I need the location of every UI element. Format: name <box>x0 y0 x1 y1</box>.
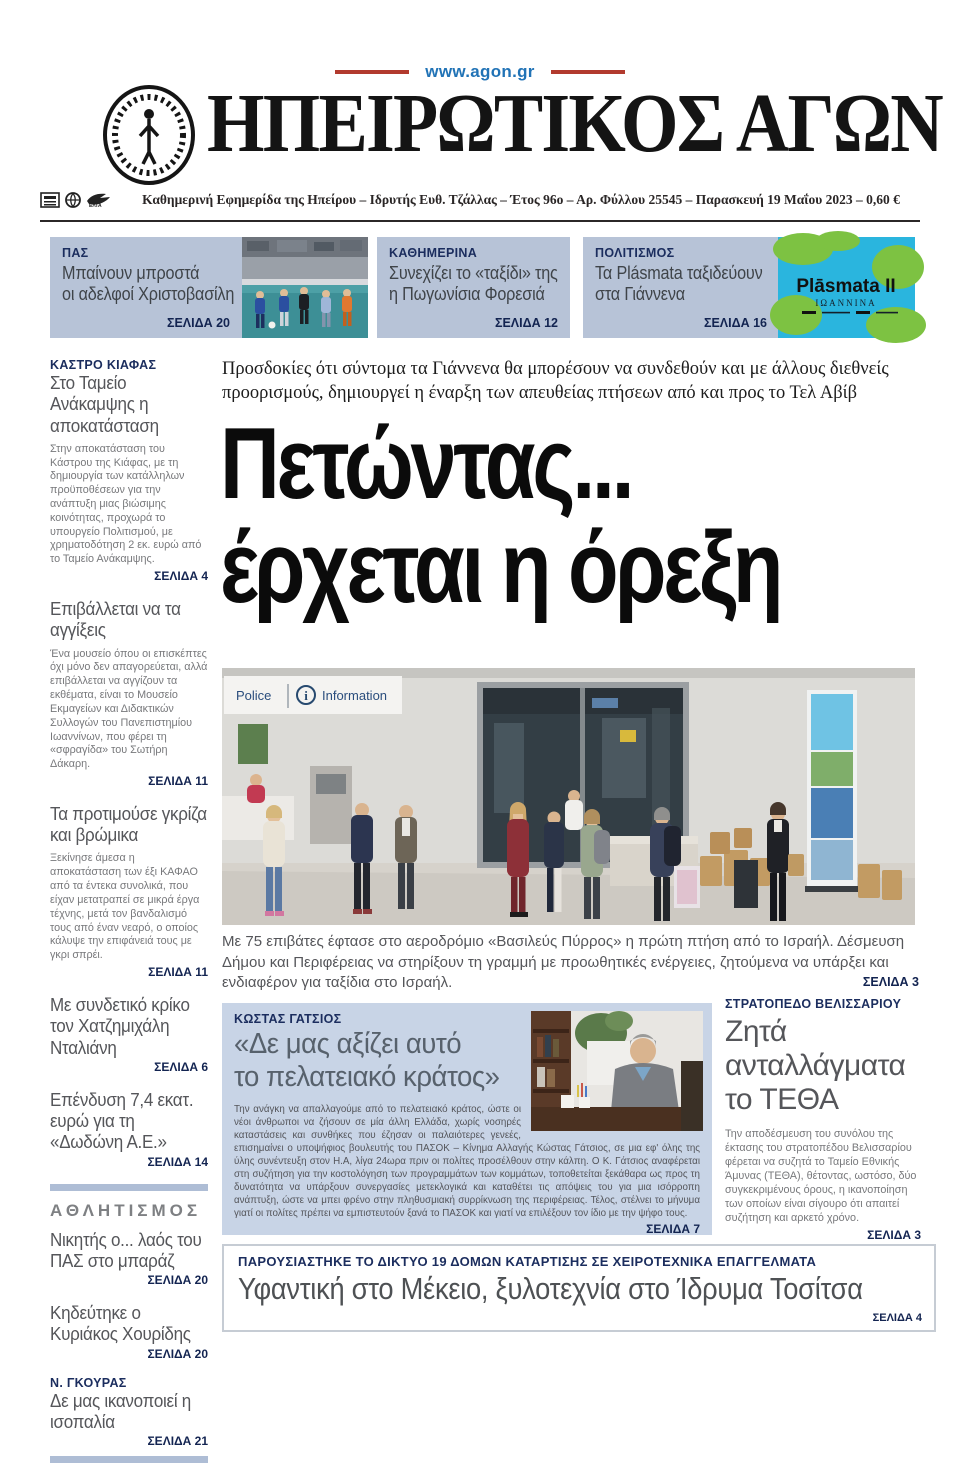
lead-intro: Προσδοκίες ότι σύντομα τα Γιάννενα θα μπορέσουν να συνδεθούν και με άλλους διεθνείς προορισμούς, δημιουργεί η έναρξη των απευθείας πτήσεων από και προς το Τελ Αβίβ <box>222 359 889 404</box>
website-url: www.agon.gr <box>425 62 535 81</box>
issue-info-row <box>40 192 920 208</box>
teaser-politismos-kicker: ΠΟΛΙΤΙΣΜΟΣ <box>595 246 675 260</box>
bottom-banner <box>222 1244 936 1332</box>
teaser-kathimerina <box>377 237 570 338</box>
banner-headline: Υφαντική στο Μέκειο, ξυλοτεχνία στο Ίδρυμα Τοσίτσα <box>238 1271 863 1306</box>
lead-headline-line2: έρχεται η όρεξη <box>220 512 781 625</box>
poster-subtitle: ΙΩΑΝΝΙΝΑ <box>815 298 877 308</box>
sports-section-header: ΑΘΛΗΤΙΣΜΟΣ <box>50 1200 202 1220</box>
story-museum <box>50 598 208 788</box>
story-headline: Δε μας ικανοποιεί η ισοπαλία <box>50 1389 191 1432</box>
police-sign-label: Police <box>236 688 272 703</box>
story-kicker: Ν. ΓΚΟΥΡΑΣ <box>50 1375 127 1390</box>
banner-page: ΣΕΛΙΔΑ 4 <box>872 1312 922 1324</box>
teaser-politismos <box>583 237 915 338</box>
story-headline: Επιβάλλεται να τα αγγίξεις <box>50 598 181 641</box>
story-page: ΣΕΛΙΔΑ 6 <box>154 1059 208 1074</box>
story-body: Ένα μουσείο όπου οι επισκέπτες όχι μόνο δεν απαγορεύεται, αλλά επιβάλλεται να αγγίζουν τα εκθέματα, είναι το Μουσείο Εκμαγείων και Διδακτικών Συλλογών του Πανεπιστημίου Ιωαννίνων, που φέρει τη «σφραγίδα» του Σωτήρη Δάκαρη. <box>50 647 208 771</box>
gatsios-body: Την ανάγκη να απαλλαγούμε από το πελατειακό κράτος, ώστε οι νέοι άνθρωποι να ζήσουν σε μία άλλη Ελλάδα, χωρίς νοσηρές καταστάσεις και συνθήκες που έζησαν οι παλαιότερες γενεές, επισημαίνει ο υποψήφιος βουλευτής του ΠΑΣΟΚ – Κίνημα Αλλαγής Κώστας Γάτσιος, σε μια εφ' όλης της ύλης συνέντευξη στον Η.Α, λίγα 24ωρα πριν οι πολίτες προσέλθουν στην κάλπη. Ο Κ. Γάτσιος αναφέρεται στη συζήτηση για την κοστολόγηση των προγραμμάτων των κομμάτων, τοποθετείται ξεκάθαρα ως προς τη δυνατότητα να υπάρξουν συνεργασίες μετεκλογικά και καταθέτει τις απόψεις του για μια ισόρροπη ανάπτυξη, ώστε να μπει φρένο στην πληθυσμιακή συρρίκνωση της περιφέρειας. Τέλος, στέλνει το μήνυμα γιατί οι πολίτες πρέπει να εμπιστευτούν ξανά το ΠΑΣΟΚ και γιατί να επιλέξουν τον ίδιο με την ψήφο τους. <box>234 1103 700 1219</box>
story-page: ΣΕΛΙΔΑ 11 <box>148 773 208 788</box>
left-column <box>50 358 208 1473</box>
teaser-pas-page: ΣΕΛΙΔΑ 20 <box>166 316 230 330</box>
red-rule-left <box>335 70 409 74</box>
story-gkouras <box>50 1376 208 1449</box>
lead-caption-text: Με 75 επιβάτες έφτασε στο αεροδρόμιο «Βασιλεύς Πύρρος» η πρώτη πτήση από το Ισραήλ. Δέσμευση Δήμου και Περιφέρειας να στηρίξουν τη γραμμή με προωθητικές ενέργειες, ζητούμενα να υπάρξει και ενδιαφέρον για ταξίδια στο Ισραήλ. <box>222 933 905 992</box>
teaser-kathimerina-page: ΣΕΛΙΔΑ 12 <box>494 316 558 330</box>
story-page: ΣΕΛΙΔΑ 20 <box>147 1273 208 1288</box>
story-kafao <box>50 803 208 979</box>
plasmata-poster <box>778 237 915 343</box>
story-page: ΣΕΛΙΔΑ 11 <box>148 964 208 979</box>
story-headline: Κηδεύτηκε ο Κυριάκος Χουρίδης <box>50 1302 191 1345</box>
red-rule-right <box>551 70 625 74</box>
lead-headline-line1: Πετώντας... <box>220 408 632 520</box>
teaser-pas-kicker: ΠΑΣ <box>62 246 89 260</box>
gatsios-interview-panel <box>222 1003 712 1235</box>
svg-text:ΕΛΤΑ: ΕΛΤΑ <box>89 203 102 209</box>
tetha-story <box>725 997 921 1242</box>
story-headline: Επένδυση 7,4 εκατ. ευρώ για τη «Δωδώνη Α.Ε.» <box>50 1088 194 1153</box>
issue-info-text: Καθημερινή Εφημερίδα της Ηπείρου – Ιδρυτής Ευθ. Τζάλλας – Έτος 96ο – Αρ. Φύλλου 25545 – Παρασκευή 19 Μαΐου 2023 – 0,60 € <box>142 192 900 207</box>
gatsios-headline: «Δε μας αξίζει αυτό το πελατειακό κράτος» <box>234 1028 500 1094</box>
tetha-headline: Ζητά ανταλλάγματα το ΤΕΘΑ <box>725 1015 906 1116</box>
story-body: Ξεκίνησε άμεσα η αποκατάσταση των έξι ΚΑΦΑΟ από τα έντεκα συνολικά, που είχαν μετατραπεί σε μικρά έργα τέχνης, μετά τον βανδαλισμό τους από έναν νεαρό, ο οποίος κάλυψε την επιφάνειά τους με γκρι σπρέι. <box>50 852 200 962</box>
stamp-icon <box>40 192 60 208</box>
story-headline: Νικητής ο... λαός του ΠΑΣ στο μπαράζ <box>50 1228 202 1271</box>
gatsios-page: ΣΕΛΙΔΑ 7 <box>646 1221 700 1236</box>
story-page: ΣΕΛΙΔΑ 20 <box>147 1346 208 1361</box>
press-emblem-icon <box>65 192 81 208</box>
banner-kicker: ΠΑΡΟΥΣΙΑΣΤΗΚΕ ΤΟ ΔΙΚΤΥΟ 19 ΔΟΜΩΝ ΚΑΤΑΡΤΙΣΗΣ ΣΕ ΧΕΙΡΟΤΕΧΝΙΚΑ ΕΠΑΓΓΕΛΜΑΤΑ <box>238 1254 817 1269</box>
story-headline: Τα προτιμούσε γκρίζα και βρώμικα <box>50 802 207 846</box>
section-divider-bar <box>50 1456 208 1463</box>
story-dodoni <box>50 1089 208 1169</box>
information-sign-label: Information <box>322 688 388 703</box>
newspaper-logo <box>102 84 196 191</box>
story-page: ΣΕΛΙΔΑ 14 <box>147 1154 208 1169</box>
lead-photo-airport <box>222 668 915 925</box>
header-icons <box>40 192 112 208</box>
poster-title: Plāsmata II <box>796 276 896 297</box>
story-headline: Στο Ταμείο Ανάκαμψης η αποκατάσταση <box>50 372 159 436</box>
story-page: ΣΕΛΙΔΑ 21 <box>147 1434 208 1449</box>
story-page: ΣΕΛΙΔΑ 4 <box>154 569 208 584</box>
story-pas-baraz <box>50 1229 208 1288</box>
tetha-page: ΣΕΛΙΔΑ 3 <box>867 1227 921 1242</box>
teaser-politismos-page: ΣΕΛΙΔΑ 16 <box>703 316 767 330</box>
lead-page: ΣΕΛΙΔΑ 3 <box>862 974 919 989</box>
story-xouridis <box>50 1302 208 1361</box>
teaser-pas-photo <box>242 237 368 343</box>
teaser-kathimerina-kicker: ΚΑΘΗΜΕΡΙΝΑ <box>389 246 478 260</box>
elta-logo-icon <box>86 192 112 208</box>
newspaper-title: ΗΠΕΙΡΩΤΙΚΟΣ ΑΓΩΝ <box>207 77 942 170</box>
header-divider <box>40 220 920 222</box>
svg-text:i: i <box>304 688 308 703</box>
tetha-body: Την αποδέσμευση του συνόλου της έκτασης του στρατοπέδου Βελισσαρίου φέρεται να συζητά το Ταμείο Εθνικής Άμυνας (ΤΕΘΑ), θέτοντας, ωστόσο, δύο συγκεκριμένους όρους, η ικανοποίηση των οποίων είναι σίγουρο ότι απαιτεί συζήτηση και αρκετό χρόνο. <box>725 1127 917 1224</box>
teaser-pas-headline: Μπαίνουν μπροστά οι αδελφοί Χριστοβασίλη <box>62 263 235 305</box>
story-ntalianis <box>50 994 208 1074</box>
lead-headline <box>220 408 903 625</box>
story-body: Στην αποκατάσταση του Κάστρου της Κιάφας, με τη δημιουργία των κατάλληλων προϋποθέσεων για την ανάπτυξη μιας βιώσιμης κοινότητας, προχωρά το υπουργείο Πολιτισμού, με χρηματοδότηση 2 εκ. ευρώ από το Ταμείο Ανάκαμψης. <box>50 442 202 566</box>
teaser-pas <box>50 237 368 338</box>
tetha-kicker: ΣΤΡΑΤΟΠΕΔΟ ΒΕΛΙΣΣΑΡΙΟΥ <box>725 997 902 1011</box>
story-kastro-kiafas <box>50 358 208 583</box>
teaser-politismos-headline: Τα Plásmata ταξιδεύουν στα Γιάννενα <box>595 263 763 305</box>
teaser-kathimerina-headline: Συνεχίζει το «ταξίδι» της η Πωγωνίσια Φορεσιά <box>389 263 558 305</box>
gatsios-kicker: ΚΩΣΤΑΣ ΓΑΤΣΙΟΣ <box>234 1012 342 1026</box>
story-kicker: ΚΑΣΤΡΟ ΚΙΑΦΑΣ <box>50 358 157 372</box>
lead-caption <box>222 932 919 994</box>
section-divider-bar <box>50 1184 208 1191</box>
story-headline: Με συνδετικό κρίκο τον Χατζημιχάλη Νταλιάνη <box>50 993 190 1058</box>
